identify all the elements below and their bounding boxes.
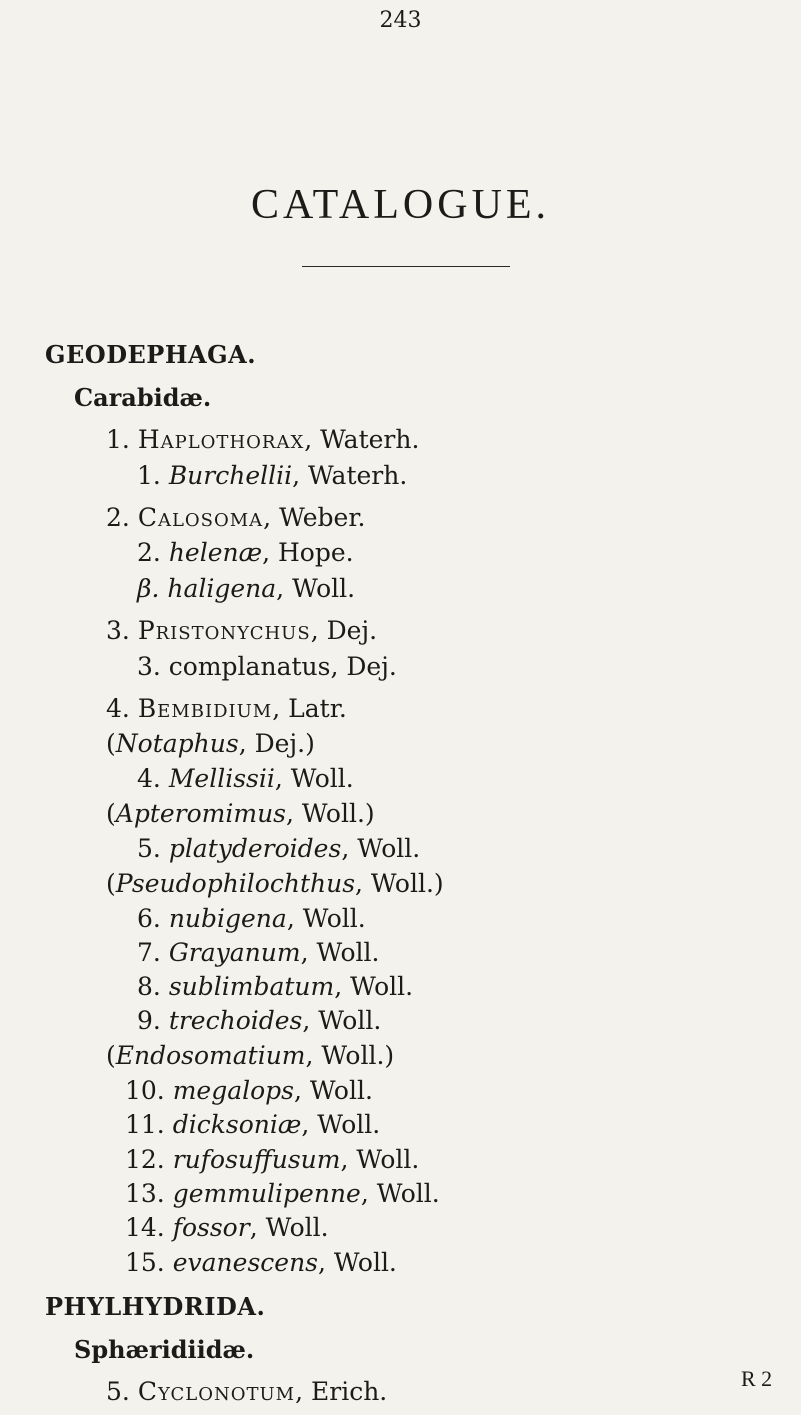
species-entry-grayanum xyxy=(137,938,379,968)
open-paren: ( xyxy=(106,729,116,758)
author: , Weber. xyxy=(263,503,366,532)
variety-marker: β. xyxy=(137,574,160,603)
author: , Woll. xyxy=(301,1110,381,1139)
genus-name: Bembidium xyxy=(137,694,273,723)
open-paren: ( xyxy=(106,799,116,828)
entry-number: 5. xyxy=(137,834,161,863)
author: , Latr. xyxy=(272,694,347,723)
species-entry-rufosuffusum xyxy=(125,1145,419,1175)
species-entry-platyderoides xyxy=(137,834,420,864)
species-name: trechoides xyxy=(168,1006,303,1035)
species-entry-evanescens xyxy=(125,1248,397,1278)
entry-number: 8. xyxy=(137,972,161,1001)
entry-number: 7. xyxy=(137,938,161,967)
species-name: evanescens xyxy=(172,1248,318,1277)
genus-entry-calosoma xyxy=(106,503,365,533)
author: , Waterh. xyxy=(304,425,420,454)
author: , Woll. xyxy=(300,938,380,967)
species-name: platyderoides xyxy=(168,834,342,863)
entry-number: 5. xyxy=(106,1377,130,1406)
species-entry-complanatus: 3. complanatus, Dej. xyxy=(137,652,397,681)
title-rule xyxy=(302,266,510,267)
subgenus-entry-endosomatium xyxy=(106,1041,394,1071)
species-name: rufosuffusum xyxy=(172,1145,341,1174)
species-name: sublimbatum xyxy=(168,972,335,1001)
author: , Woll. xyxy=(334,972,414,1001)
subgenus-entry-notaphus xyxy=(106,729,315,759)
species-entry-trechoides xyxy=(137,1006,381,1036)
subgenus-name: Apteromimus xyxy=(115,799,287,828)
author: , Dej. xyxy=(310,616,378,645)
author: , Woll. xyxy=(276,574,356,603)
species-entry-dicksoniae xyxy=(125,1110,380,1140)
subgenus-name: Endosomatium xyxy=(115,1041,306,1070)
species-name: gemmulipenne xyxy=(172,1179,361,1208)
species-name: Grayanum xyxy=(168,938,301,967)
genus-name: Pristonychus xyxy=(137,616,311,645)
species-entry-megalops xyxy=(125,1076,373,1106)
species-name: helenæ xyxy=(168,538,263,567)
author: , Erich. xyxy=(295,1377,388,1406)
species-name: dicksoniæ xyxy=(172,1110,302,1139)
genus-entry-haplothorax xyxy=(106,425,419,455)
entry-number: 2. xyxy=(137,538,161,567)
author: , Woll. xyxy=(294,1076,373,1105)
species-entry-helenae xyxy=(137,538,354,568)
entry-number: 14. xyxy=(125,1213,165,1242)
subgenus-entry-apteromimus xyxy=(106,799,375,829)
species-entry-sublimbatum xyxy=(137,972,413,1002)
species-name: Burchellii xyxy=(168,461,293,490)
variety-entry-haligena xyxy=(137,574,355,604)
catalogue-title: CATALOGUE. xyxy=(250,182,551,228)
entry-number: 12. xyxy=(125,1145,165,1174)
entry-number: 10. xyxy=(125,1076,165,1105)
family-heading-sphaeridiidae: Sphæridiidæ. xyxy=(74,1335,255,1364)
species-name: haligena xyxy=(167,574,277,603)
author: , Woll. xyxy=(340,1145,420,1174)
genus-entry-bembidium xyxy=(106,694,347,724)
signature-mark: R 2 xyxy=(741,1366,773,1391)
author: , Woll. xyxy=(286,904,366,933)
species-entry-gemmulipenne xyxy=(125,1179,440,1209)
author: , Woll. xyxy=(302,1006,382,1035)
entry-number: 1. xyxy=(137,461,161,490)
genus-name: Haplothorax xyxy=(137,425,305,454)
entry-number: 4. xyxy=(137,764,161,793)
species-entry-fossor xyxy=(125,1213,329,1243)
subgenus-name: Pseudophilochthus xyxy=(115,869,356,898)
order-heading-geodephaga: GEODEPHAGA. xyxy=(45,340,257,369)
page-number: 243 xyxy=(379,8,422,33)
entry-number: 13. xyxy=(125,1179,165,1208)
entry-number: 11. xyxy=(125,1110,165,1139)
author: , Woll.) xyxy=(305,1041,395,1070)
species-name: megalops xyxy=(172,1076,295,1105)
species-name: Mellissii xyxy=(168,764,275,793)
entry-number: 2. xyxy=(106,503,130,532)
open-paren: ( xyxy=(106,869,116,898)
species-name: nubigena xyxy=(168,904,287,933)
author: , Woll. xyxy=(341,834,421,863)
entry-number: 4. xyxy=(106,694,130,723)
author: , Woll.) xyxy=(355,869,444,898)
entry-number: 1. xyxy=(106,425,130,454)
entry-number: 9. xyxy=(137,1006,161,1035)
author: , Dej.) xyxy=(238,729,315,758)
author: , Woll. xyxy=(318,1248,397,1277)
open-paren: ( xyxy=(106,1041,116,1070)
author: , Woll. xyxy=(360,1179,440,1208)
author: , Woll. xyxy=(274,764,354,793)
author: , Hope. xyxy=(262,538,354,567)
author: , Waterh. xyxy=(292,461,408,490)
entry-number: 6. xyxy=(137,904,161,933)
author: , Woll.) xyxy=(286,799,375,828)
subgenus-entry-pseudophilochthus xyxy=(106,869,444,899)
entry-number: 15. xyxy=(125,1248,165,1277)
species-entry-burchellii xyxy=(137,461,407,491)
genus-name: Calosoma xyxy=(137,503,264,532)
entry-number: 3. xyxy=(106,616,130,645)
subgenus-name: Notaphus xyxy=(115,729,239,758)
order-heading-phylhydrida: PHYLHYDRIDA. xyxy=(45,1292,266,1321)
genus-entry-cyclonotum xyxy=(106,1377,387,1407)
genus-entry-pristonychus xyxy=(106,616,377,646)
species-entry-mellissii xyxy=(137,764,354,794)
species-name: fossor xyxy=(172,1213,250,1242)
genus-name: Cyclonotum xyxy=(137,1377,296,1406)
species-entry-nubigena xyxy=(137,904,366,934)
family-heading-carabidae: Carabidæ. xyxy=(74,383,212,412)
author: , Woll. xyxy=(249,1213,329,1242)
